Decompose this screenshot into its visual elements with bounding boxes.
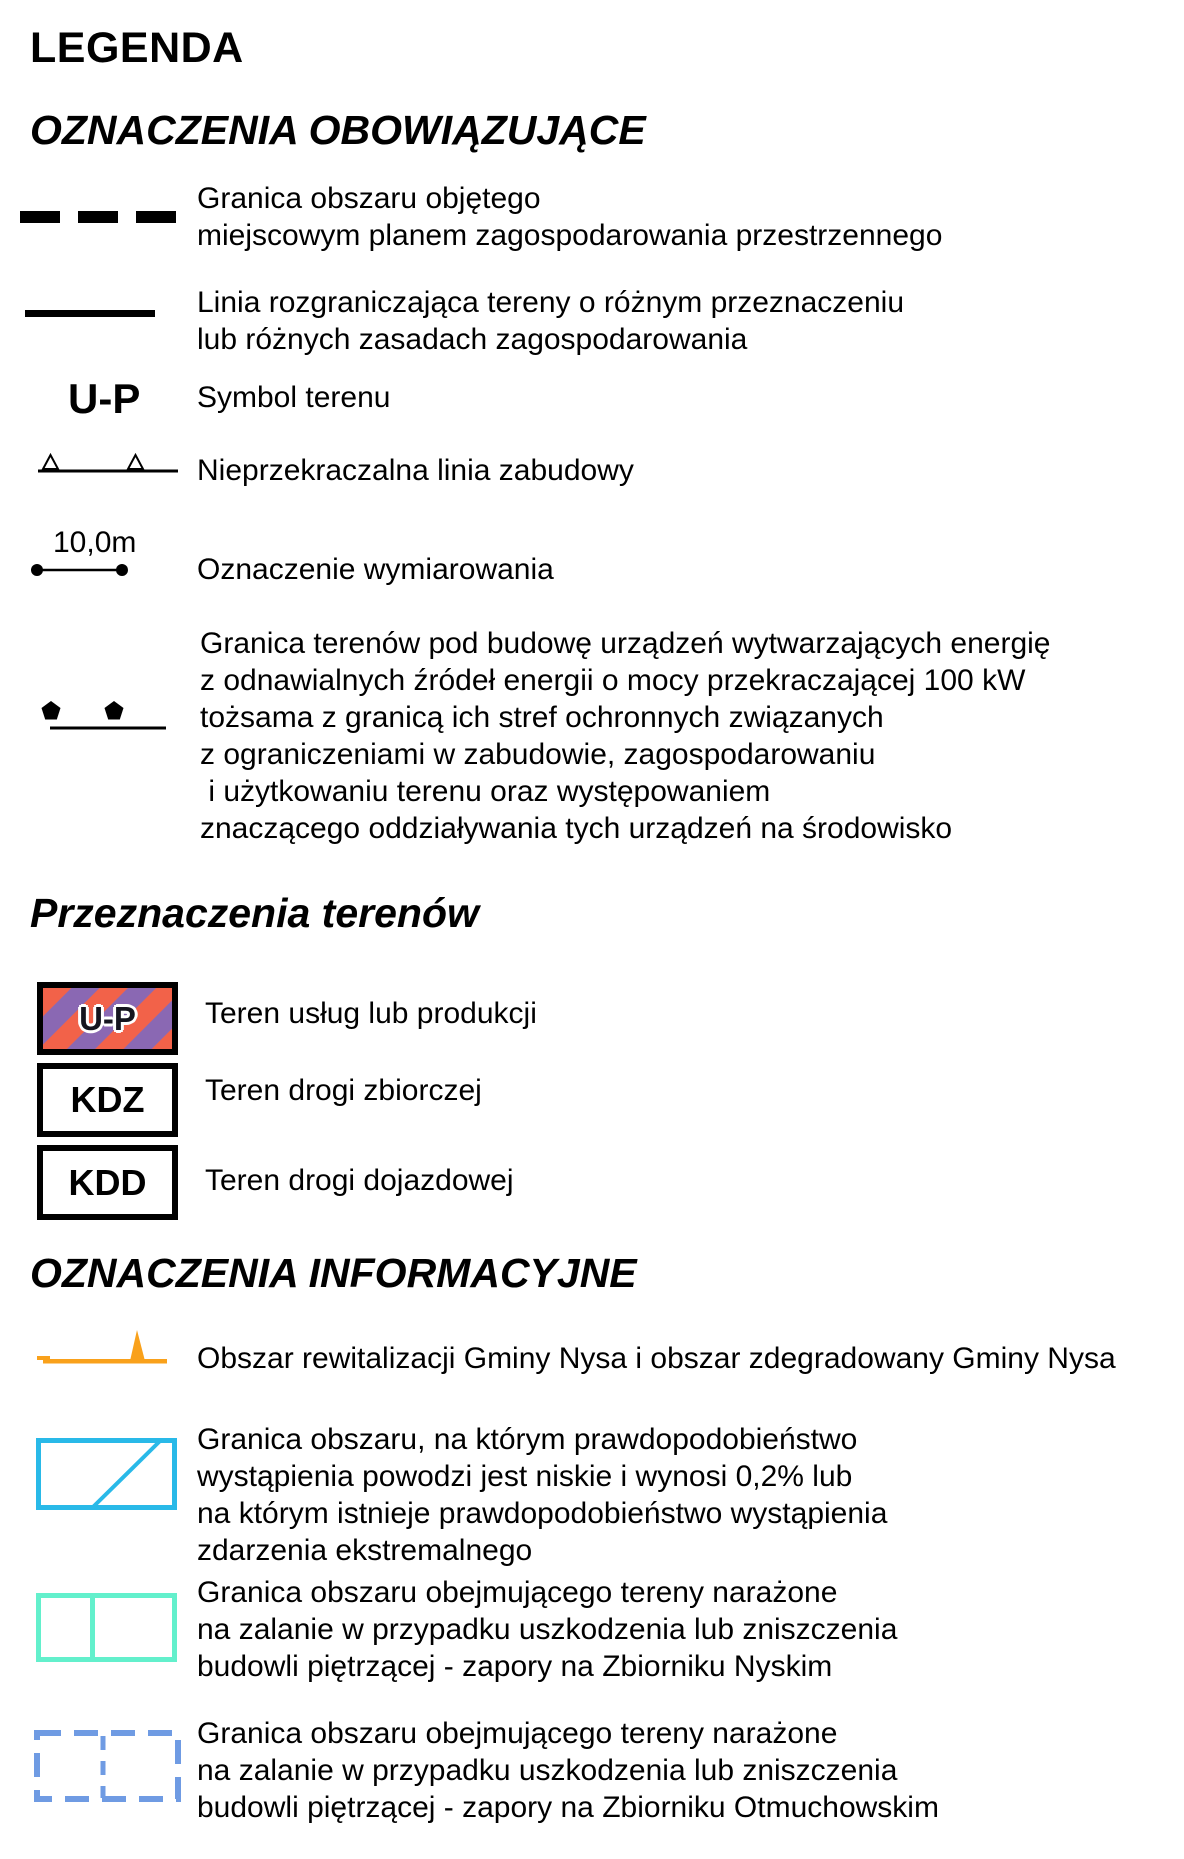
flood-low-probability-label bbox=[197, 1421, 887, 1569]
label-line: Granica obszaru obejmującego tereny narażone bbox=[197, 1717, 838, 1750]
zone-up-swatch-icon bbox=[37, 982, 178, 1055]
label-line: wystąpienia powodzi jest niskie i wynosi 0,2% lub bbox=[197, 1460, 853, 1493]
building-line-icon bbox=[38, 446, 180, 474]
label-line: budowli piętrzącej - zapory na Zbiorniku Otmuchowskim bbox=[197, 1791, 939, 1824]
label-line: na zalanie w przypadku uszkodzenia lub zniszczenia bbox=[197, 1754, 898, 1787]
label-line: tożsama z granicą ich stref ochronnych związanych bbox=[200, 701, 884, 734]
dividing-line-label bbox=[197, 284, 904, 358]
zone-kdz-swatch-icon bbox=[37, 1063, 178, 1137]
label-line: Granica obszaru, na którym prawdopodobieństwo bbox=[197, 1423, 858, 1456]
dam-failure-nyski-icon bbox=[36, 1593, 177, 1662]
zone-kdd-swatch-icon bbox=[37, 1145, 178, 1220]
terrain-symbol-sample: U-P bbox=[68, 375, 141, 422]
label-line: Granica terenów pod budowę urządzeń wytwarzających energię bbox=[200, 627, 1051, 660]
label-line: z ograniczeniami w zabudowie, zagospodarowaniu bbox=[200, 738, 876, 771]
label-line: lub różnych zasadach zagospodarowania bbox=[197, 323, 748, 356]
plan-boundary-dashed-line-icon bbox=[20, 211, 176, 223]
label-line: na którym istnieje prawdopodobieństwo wystąpienia bbox=[197, 1497, 888, 1530]
label-line: budowli piętrzącej - zapory na Zbiorniku Nyskim bbox=[197, 1650, 833, 1683]
energy-boundary-label bbox=[200, 625, 1050, 847]
label-line: i użytkowaniu terenu oraz występowaniem bbox=[200, 775, 771, 808]
label-line: miejscowym planem zagospodarowania przestrzennego bbox=[197, 219, 943, 252]
revitalization-area-label: Obszar rewitalizacji Gminy Nysa i obszar zdegradowany Gminy Nysa bbox=[197, 1342, 1116, 1375]
dimension-label: Oznaczenie wymiarowania bbox=[197, 553, 554, 586]
zone-up-label: Teren usług lub produkcji bbox=[205, 997, 537, 1030]
label-line: znaczącego oddziaływania tych urządzeń na środowisko bbox=[200, 812, 953, 845]
legend-title: LEGENDA bbox=[30, 24, 244, 72]
zone-kdz-label: Teren drogi zbiorczej bbox=[205, 1074, 482, 1107]
zone-kdd-label: Teren drogi dojazdowej bbox=[205, 1164, 514, 1197]
energy-boundary-icon bbox=[38, 698, 170, 732]
label-line: Linia rozgraniczająca tereny o różnym przeznaczeniu bbox=[197, 286, 905, 319]
dam-failure-nyski-label bbox=[197, 1574, 897, 1685]
flood-low-probability-icon bbox=[36, 1438, 177, 1510]
building-line-label: Nieprzekraczalna linia zabudowy bbox=[197, 454, 634, 487]
revitalization-area-icon bbox=[35, 1328, 170, 1366]
dam-failure-otmuchowski-label bbox=[197, 1715, 939, 1826]
plan-boundary-label bbox=[197, 180, 942, 254]
zone-kdz-swatch-label: KDZ bbox=[70, 1079, 145, 1120]
zone-up-swatch-label: U-P bbox=[79, 999, 136, 1037]
dimension-value: 10,0m bbox=[53, 526, 137, 559]
dividing-line-icon bbox=[25, 310, 155, 317]
section-heading-obowiazujace: OZNACZENIA OBOWIĄZUJĄCE bbox=[30, 107, 646, 153]
dam-failure-otmuchowski-icon bbox=[34, 1730, 181, 1802]
terrain-symbol-label: Symbol terenu bbox=[197, 381, 391, 414]
label-line: na zalanie w przypadku uszkodzenia lub zniszczenia bbox=[197, 1613, 898, 1646]
zone-kdd-swatch-label: KDD bbox=[68, 1161, 147, 1203]
dimension-line-icon bbox=[30, 557, 130, 583]
label-line: z odnawialnych źródeł energii o mocy przekraczającej 100 kW bbox=[200, 664, 1026, 697]
section-heading-informacyjne: OZNACZENIA INFORMACYJNE bbox=[30, 1250, 637, 1296]
section-heading-przeznaczenia: Przeznaczenia terenów bbox=[30, 890, 479, 936]
label-line: zdarzenia ekstremalnego bbox=[197, 1534, 533, 1567]
label-line: Granica obszaru obejmującego tereny narażone bbox=[197, 1576, 838, 1609]
label-line: Granica obszaru objętego bbox=[197, 182, 541, 215]
